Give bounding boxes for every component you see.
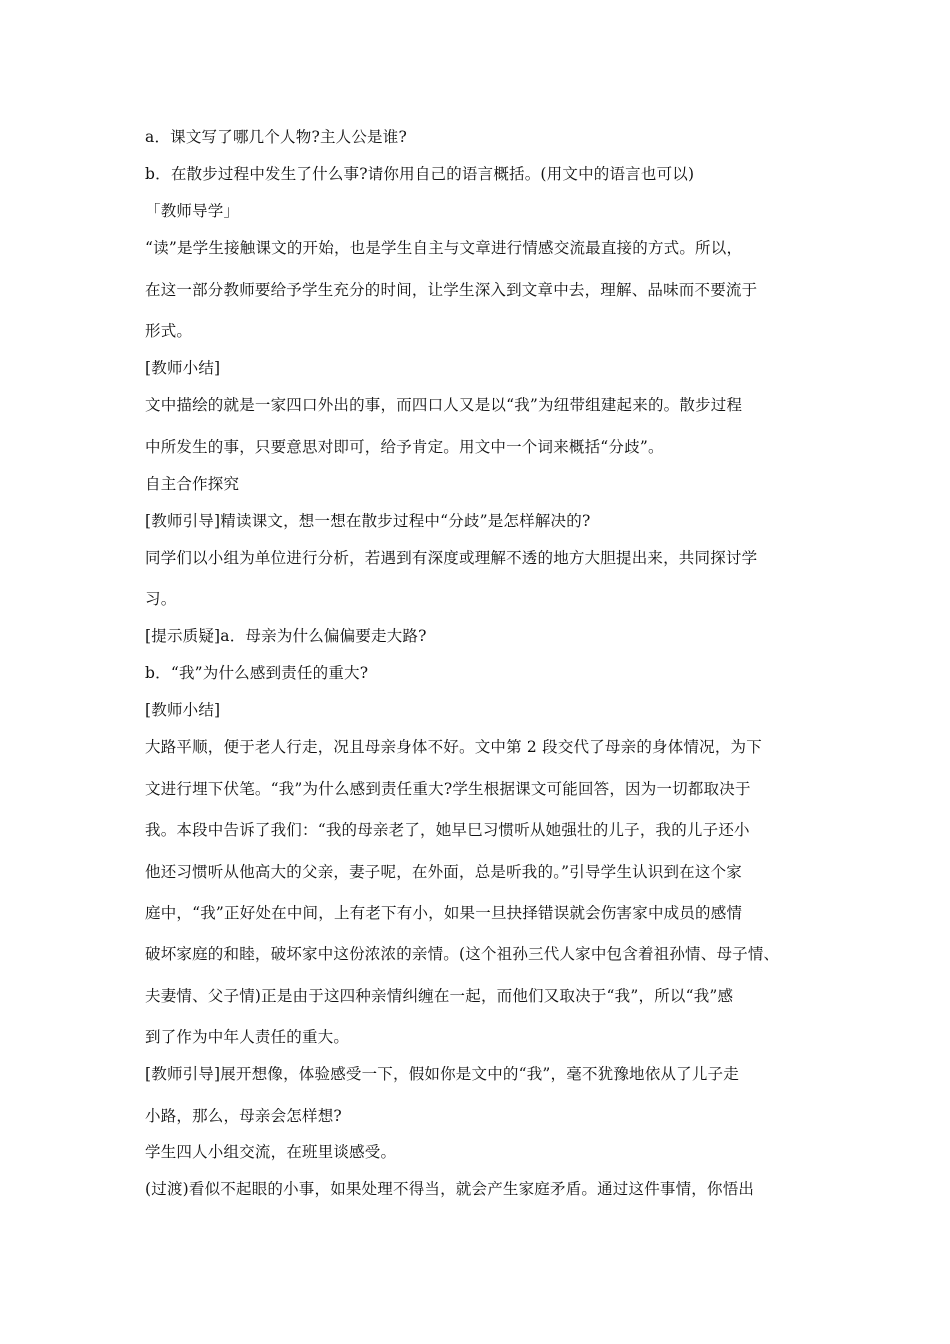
- paragraph-line: 破坏家庭的和睦，破坏家中这份浓浓的亲情。(这个祖孙三代人家中包含着祖孙情、母子情、: [145, 945, 780, 963]
- paragraph-line: 小路，那么，母亲会怎样想?: [145, 1107, 342, 1125]
- paragraph-line: 庭中，“我”正好处在中间，上有老下有小，如果一旦抉择错误就会伤害家中成员的感情: [145, 904, 743, 922]
- paragraph-line: 习。: [145, 590, 177, 608]
- question-b-line: b．在散步过程中发生了什么事?请你用自己的语言概括。(用文中的语言也可以): [145, 165, 695, 183]
- paragraph-line: 同学们以小组为单位进行分析，若遇到有深度或理解不透的地方大胆提出来，共同探讨学: [145, 549, 758, 567]
- paragraph-line: “读”是学生接触课文的开始，也是学生自主与文章进行情感交流最直接的方式。所以，: [145, 239, 743, 257]
- paragraph-line: 在这一部分教师要给予学生充分的时间，让学生深入到文章中去，理解、品味而不要流于: [145, 281, 758, 299]
- section-heading-cooperative-inquiry: 自主合作探究: [145, 475, 240, 493]
- paragraph-line: [教师引导]展开想像，体验感受一下，假如你是文中的“我”，毫不犹豫地依从了儿子走: [145, 1065, 739, 1083]
- paragraph-line: 文中描绘的就是一家四口外出的事，而四口人又是以“我”为纽带组建起来的。散步过程: [145, 396, 743, 414]
- section-heading-teacher-guide: 「教师导学」: [145, 202, 240, 220]
- section-heading-teacher-summary: [教师小结]: [145, 359, 221, 377]
- paragraph-line: 到了作为中年人责任的重大。: [145, 1028, 350, 1046]
- paragraph-line: 夫妻情、父子情)正是由于这四种亲情纠缠在一起，而他们又取决于“我”，所以“我”感: [145, 987, 734, 1005]
- paragraph-line: b．“我”为什么感到责任的重大?: [145, 664, 369, 682]
- paragraph-line: [教师引导]精读课文，想一想在散步过程中“分歧”是怎样解决的?: [145, 512, 591, 530]
- paragraph-line: 大路平顺，便于老人行走，况且母亲身体不好。文中第 2 段交代了母亲的身体情况，为下: [145, 738, 762, 756]
- paragraph-line: 学生四人小组交流，在班里谈感受。: [145, 1143, 397, 1161]
- paragraph-line: 文进行埋下伏笔。“我”为什么感到责任重大?学生根据课文可能回答，因为一切都取决于: [145, 780, 751, 798]
- section-heading-teacher-summary: [教师小结]: [145, 701, 221, 719]
- paragraph-line: 我。本段中告诉了我们：“我的母亲老了，她早巳习惯听从她强壮的儿子，我的儿子还小: [145, 821, 750, 839]
- paragraph-line: [提示质疑]a．母亲为什么偏偏要走大路?: [145, 627, 427, 645]
- paragraph-line: (过渡)看似不起眼的小事，如果处理不得当，就会产生家庭矛盾。通过这件事情，你悟出: [145, 1180, 755, 1198]
- paragraph-line: 中所发生的事，只要意思对即可，给予肯定。用文中一个词来概括“分歧”。: [145, 438, 664, 456]
- question-a-line: a．课文写了哪几个人物?主人公是谁?: [145, 128, 407, 146]
- paragraph-line: 他还习惯听从他高大的父亲，妻子呢，在外面，总是听我的。”引导学生认识到在这个家: [145, 863, 742, 881]
- paragraph-line: 形式。: [145, 322, 193, 340]
